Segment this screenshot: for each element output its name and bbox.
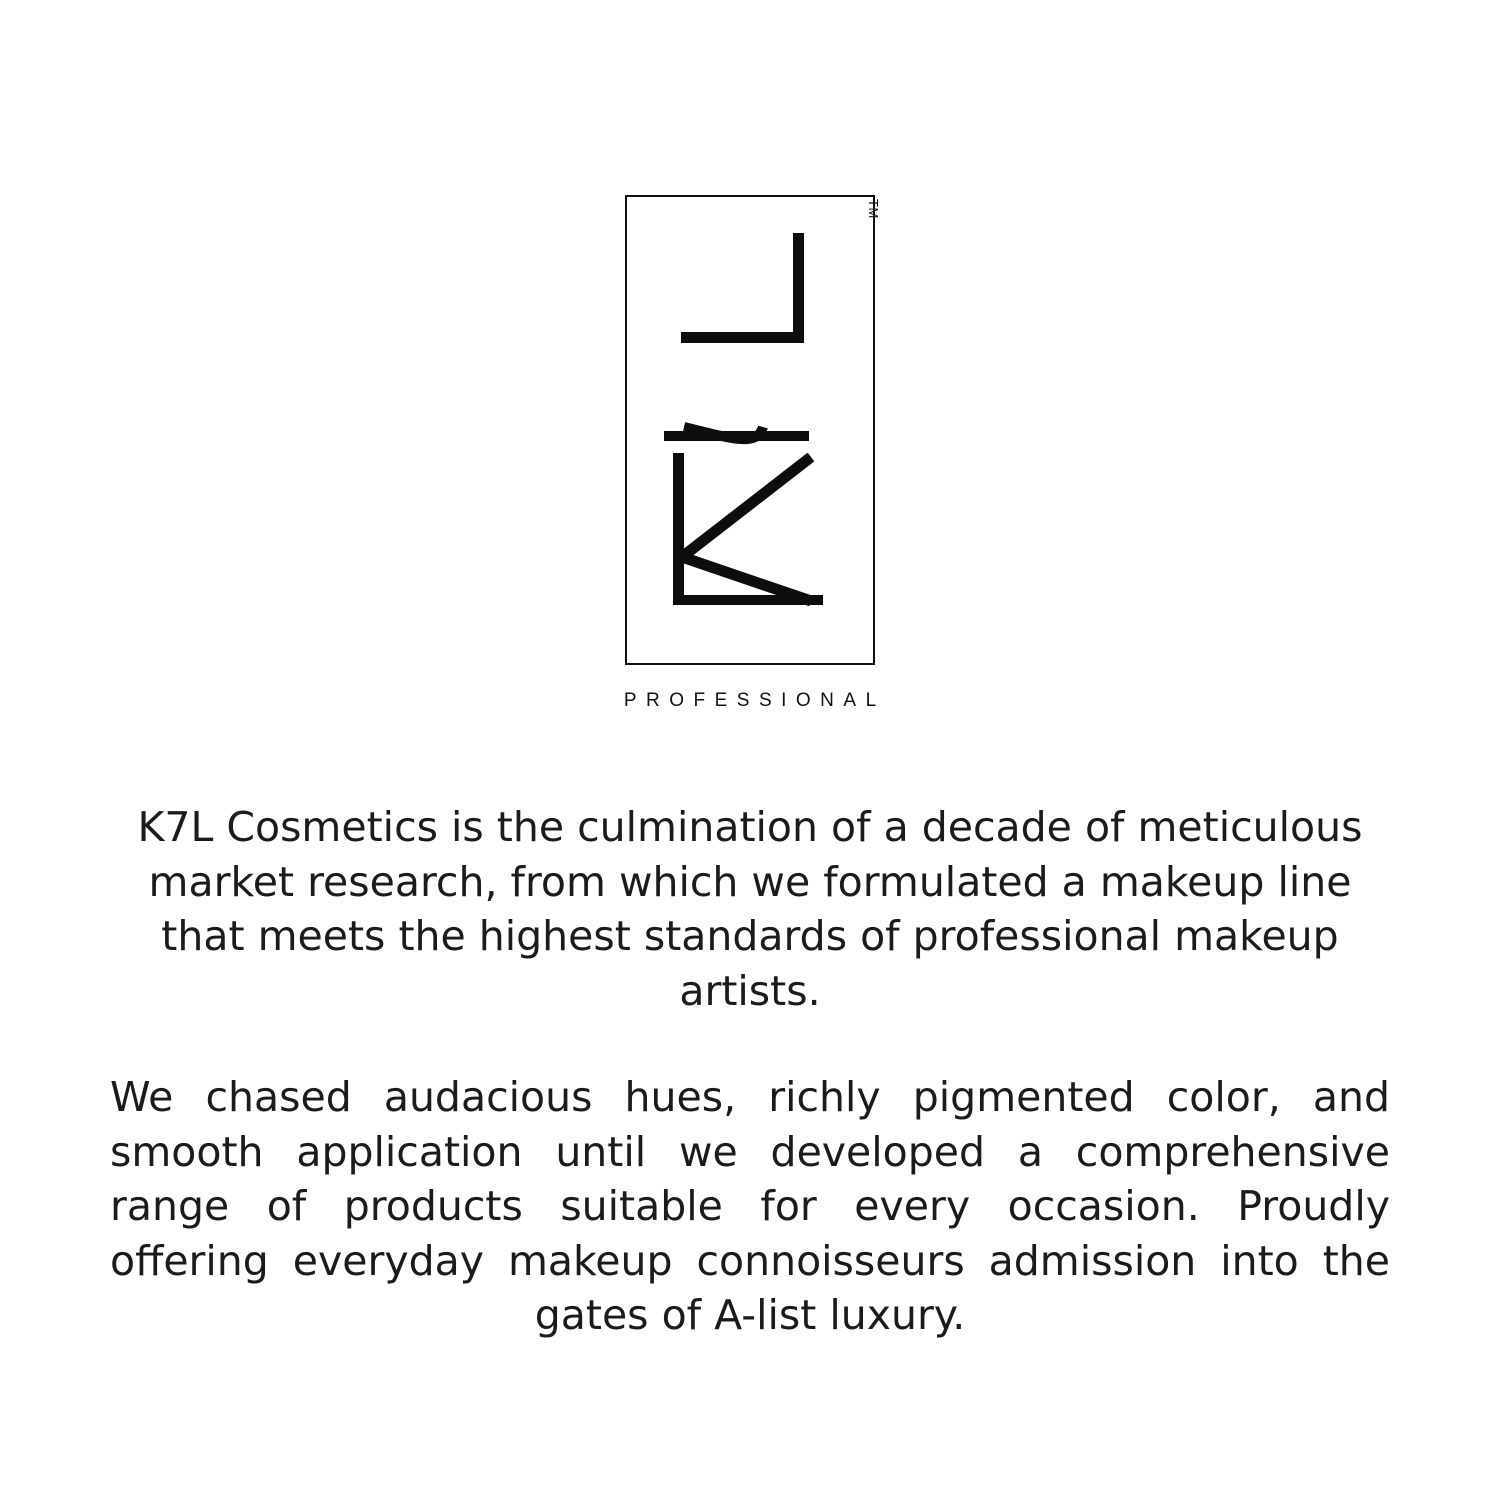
trademark-symbol: TM (866, 199, 882, 219)
logo-mark (625, 195, 882, 665)
brand-copy (110, 800, 1390, 1343)
brand-logo-block (0, 195, 1500, 712)
k7l-logo-icon (625, 195, 875, 665)
paragraph-1: K7L Cosmetics is the culmination of a decade of meticulous market research, from which we formulated a makeup line that meets the highest standards of professional makeup artists. (137, 803, 1363, 1015)
paragraph-2: We chased audacious hues, richly pigmented color, and smooth application until we developed a comprehensive range of products suitable for every occasion. Proudly offering everyday makeup connoisseurs admission into the gates of A-list luxury. (110, 1073, 1390, 1340)
logo-wordmark: PROFESSIONAL (623, 690, 886, 711)
